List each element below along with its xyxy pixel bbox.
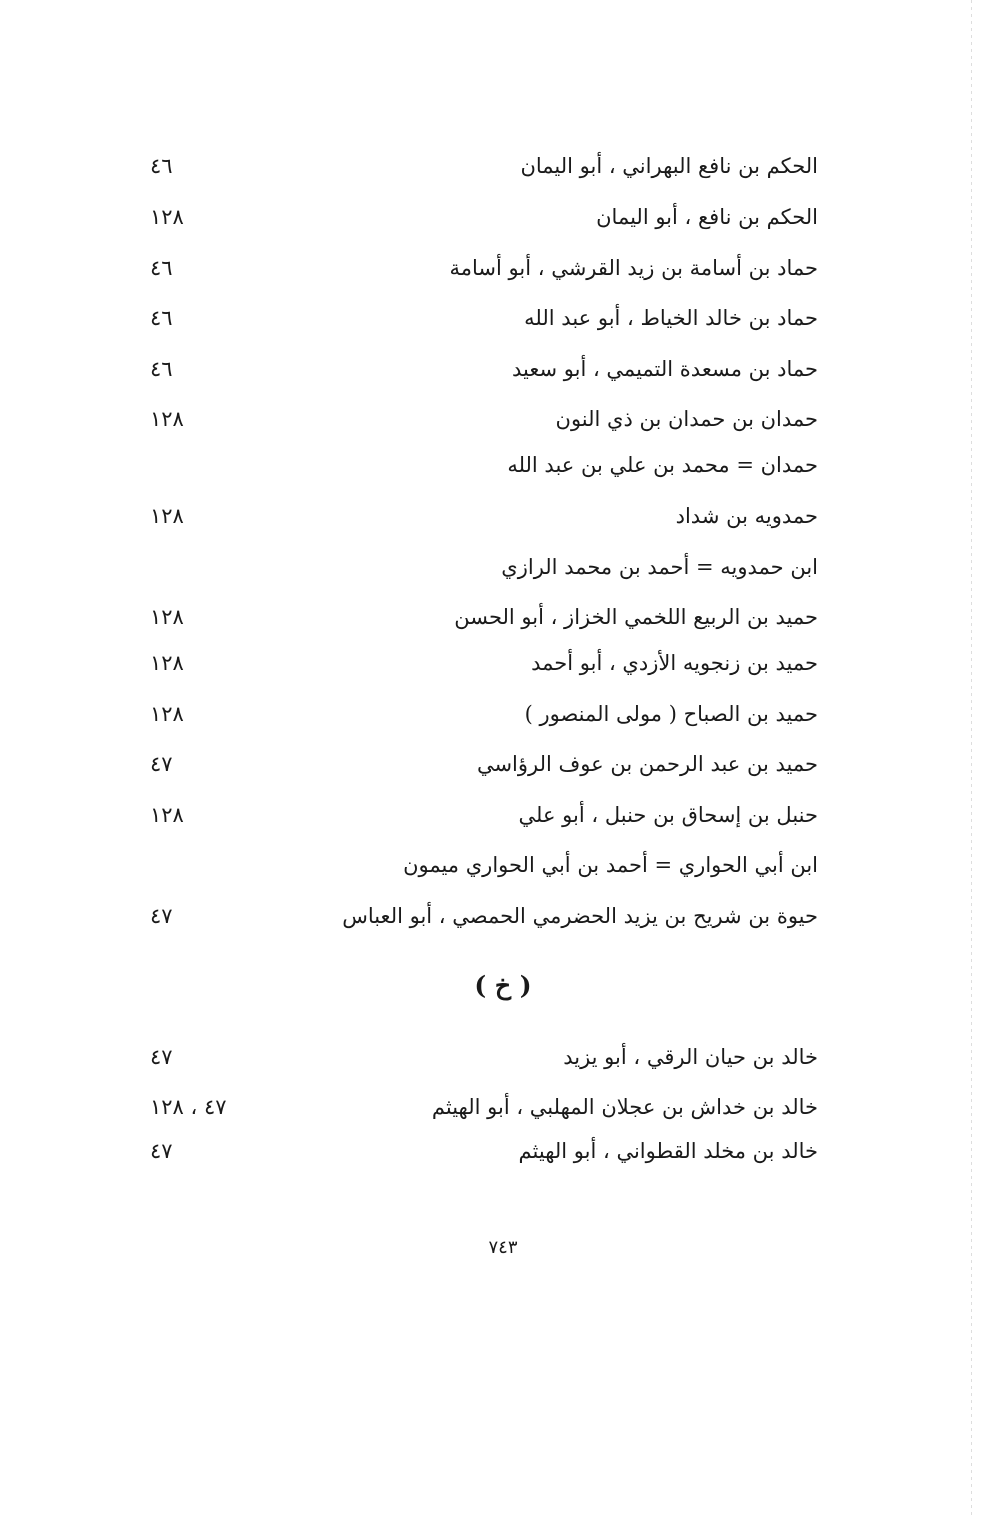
index-entry [0, 399, 1006, 439]
entry-pages: ١٢٨ [150, 504, 184, 528]
section-heading: ( خ ) [474, 971, 532, 1000]
entry-pages: ٤٧ [150, 1045, 173, 1069]
entry-pages: ٤٦ [150, 306, 173, 330]
entry-name: حميد بن عبد الرحمن بن عوف الرؤاسي [476, 752, 818, 776]
index-entry [0, 146, 1006, 186]
entry-name: حمدان بن حمدان بن ذي النون [555, 407, 818, 431]
entry-pages: ١٢٨ [150, 651, 184, 675]
entry-pages: ٤٧ [150, 1139, 173, 1163]
entry-pages: ١٢٨ [150, 205, 184, 229]
index-entry [0, 1131, 1006, 1171]
index-entry [0, 547, 1006, 587]
entry-name: حمدان = محمد بن علي بن عبد الله [507, 453, 818, 477]
entry-pages: ١٢٨ [150, 605, 184, 629]
entry-name: حميد بن زنجويه الأزدي ، أبو أحمد [531, 651, 818, 675]
index-entry [0, 349, 1006, 389]
entry-name: حميد بن الربيع اللخمي الخزاز ، أبو الحسن [454, 605, 818, 629]
entry-name: ابن أبي الحواري = أحمد بن أبي الحواري ميمون [403, 853, 818, 877]
index-entry [0, 298, 1006, 338]
entry-pages: ٤٦ [150, 154, 173, 178]
index-entry [0, 896, 1006, 936]
entry-name: حميد بن الصباح ( مولى المنصور ) [524, 702, 818, 726]
index-entry [0, 248, 1006, 288]
index-entry [0, 597, 1006, 637]
entry-name: ابن حمدويه = أحمد بن محمد الرازي [501, 555, 818, 579]
index-entry [0, 744, 1006, 784]
entry-name: الحكم بن نافع البهراني ، أبو اليمان [520, 154, 818, 178]
entry-name: حيوة بن شريح بن يزيد الحضرمي الحمصي ، أبو العباس [342, 904, 818, 928]
entry-name: خالد بن مخلد القطواني ، أبو الهيثم [518, 1139, 818, 1163]
entry-name: خالد بن خداش بن عجلان المهلبي ، أبو الهيثم [431, 1095, 818, 1119]
entry-name: الحكم بن نافع ، أبو اليمان [596, 205, 818, 229]
index-entry [0, 845, 1006, 885]
entry-pages: ٤٦ [150, 357, 173, 381]
index-entry [0, 496, 1006, 536]
index-entry [0, 694, 1006, 734]
index-entry [0, 795, 1006, 835]
index-entry [0, 197, 1006, 237]
entry-pages: ١٢٨ [150, 702, 184, 726]
entry-pages: ١٢٨ [150, 407, 184, 431]
index-entry [0, 1037, 1006, 1077]
entry-pages: ٤٧ ، ١٢٨ [150, 1095, 227, 1119]
entry-pages: ١٢٨ [150, 803, 184, 827]
entry-name: حمدويه بن شداد [675, 504, 818, 528]
page-number: ٧٤٣ [488, 1237, 518, 1258]
entry-name: حماد بن مسعدة التميمي ، أبو سعيد [512, 357, 818, 381]
entry-name: حنبل بن إسحاق بن حنبل ، أبو علي [518, 803, 818, 827]
entry-pages: ٤٦ [150, 256, 173, 280]
entry-name: خالد بن حيان الرقي ، أبو يزيد [563, 1045, 818, 1069]
index-entry [0, 643, 1006, 683]
index-entry [0, 1087, 1006, 1127]
entry-pages: ٤٧ [150, 752, 173, 776]
entry-name: حماد بن خالد الخياط ، أبو عبد الله [524, 306, 818, 330]
entry-pages: ٤٧ [150, 904, 173, 928]
entry-name: حماد بن أسامة بن زيد القرشي ، أبو أسامة [449, 256, 818, 280]
index-entry [0, 445, 1006, 485]
